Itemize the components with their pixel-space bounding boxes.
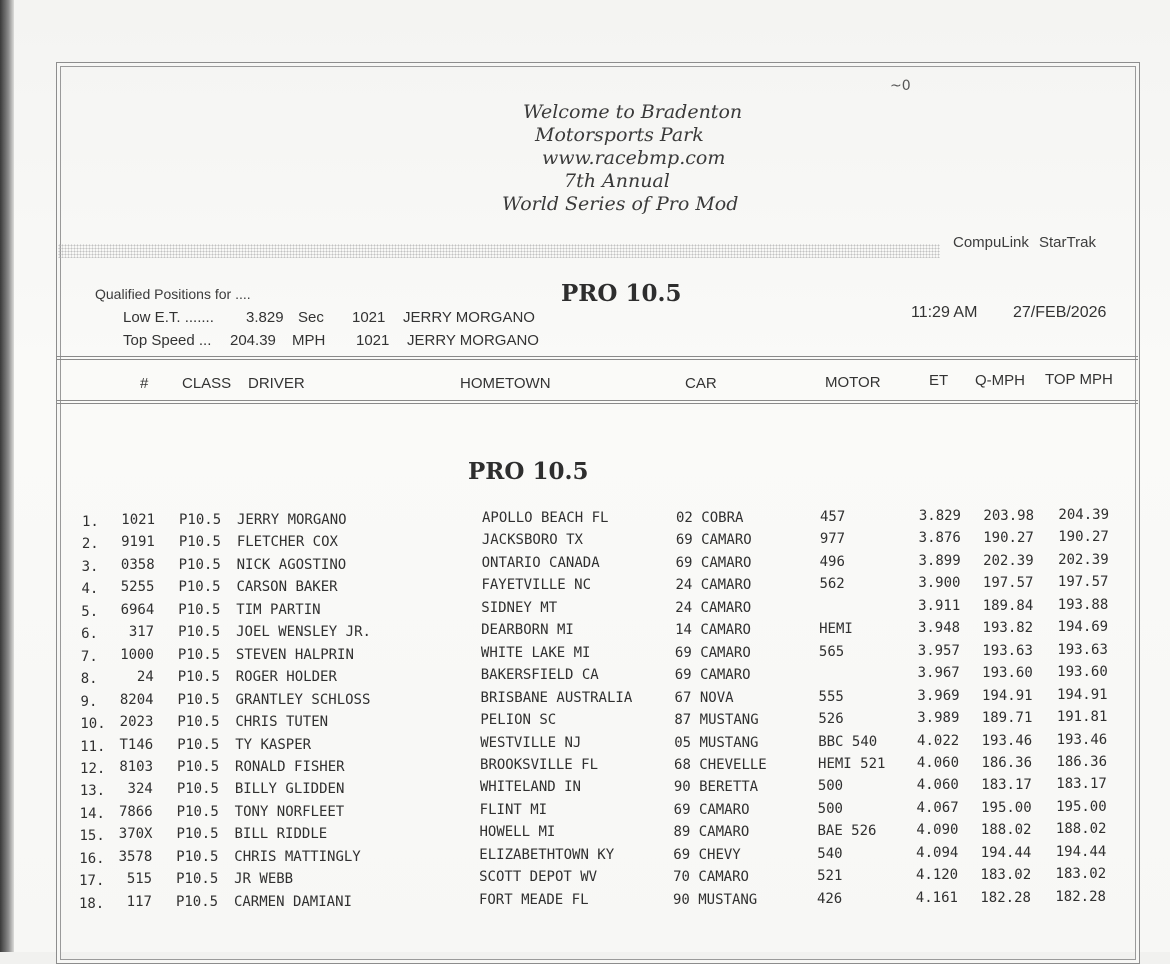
row-q-mph: 183.17: [981, 777, 1032, 794]
row-car-number: 9191: [121, 534, 155, 551]
row-position: 7.: [80, 648, 98, 665]
row-hometown: APOLLO BEACH FL: [482, 510, 609, 526]
row-motor: 500: [817, 778, 844, 795]
qualified-label: Qualified Positions for ....: [95, 286, 251, 302]
row-et: 3.967: [917, 665, 960, 682]
row-et: 4.161: [915, 889, 958, 906]
row-car-number: 1000: [120, 646, 154, 663]
welcome-line: Welcome to Bradenton: [523, 101, 743, 123]
row-top-mph: 183.17: [1056, 776, 1107, 793]
row-position: 8.: [80, 671, 98, 688]
row-q-mph: 193.60: [982, 665, 1033, 682]
row-q-mph: 189.84: [982, 597, 1034, 614]
row-motor: 521: [817, 868, 843, 885]
welcome-line: 7th Annual: [564, 170, 670, 192]
row-top-mph: 182.28: [1055, 888, 1106, 905]
stipple-divider: [58, 244, 940, 258]
row-position: 3.: [81, 558, 99, 575]
row-hometown: FLINT MI: [479, 801, 548, 818]
row-driver: STEVEN HALPRIN: [235, 646, 354, 663]
col-header-car: CAR: [685, 375, 717, 392]
row-q-mph: 194.44: [980, 844, 1032, 861]
row-top-mph: 197.57: [1057, 574, 1109, 591]
low-et-unit: Sec: [298, 309, 324, 326]
row-class: P10.5: [178, 556, 221, 573]
row-hometown: ONTARIO CANADA: [481, 554, 600, 571]
row-car: 89 CAMARO: [673, 824, 750, 841]
row-hometown: SCOTT DEPOT WV: [479, 869, 598, 886]
row-motor: 977: [819, 531, 846, 548]
class-title: PRO 10.5: [561, 280, 682, 307]
row-driver: RONALD FISHER: [235, 758, 345, 775]
row-position: 1.: [82, 514, 99, 530]
row-et: 3.911: [918, 597, 961, 614]
row-car-number: 7866: [118, 803, 153, 820]
brand-startrak: StarTrak: [1039, 234, 1096, 251]
row-et: 3.876: [918, 530, 961, 547]
row-hometown: JACKSBORO TX: [481, 532, 583, 549]
row-car: 69 CAMARO: [673, 801, 750, 818]
row-et: 3.899: [918, 552, 961, 569]
col-header-et: ET: [929, 372, 949, 389]
row-driver: CARMEN DAMIANI: [233, 893, 352, 910]
row-class: P10.5: [176, 826, 219, 843]
welcome-line: www.racebmp.com: [542, 147, 726, 169]
row-car-number: 0358: [120, 556, 155, 573]
row-car: 69 CAMARO: [675, 532, 752, 549]
row-hometown: WHITE LAKE MI: [480, 644, 591, 661]
row-motor: 526: [818, 711, 844, 728]
row-car: 69 CHEVY: [673, 846, 741, 863]
row-et: 4.090: [916, 822, 959, 839]
row-driver: CHRIS TUTEN: [235, 714, 329, 731]
row-car: 02 COBRA: [676, 510, 744, 526]
row-et: 3.900: [918, 575, 961, 592]
row-top-mph: 193.60: [1057, 664, 1108, 681]
row-hometown: WESTVILLE NJ: [480, 734, 582, 751]
row-et: 3.957: [917, 642, 960, 659]
row-motor: 457: [820, 509, 846, 525]
row-class: P10.5: [176, 803, 219, 820]
row-q-mph: 186.36: [981, 754, 1033, 771]
row-car: 24 CAMARO: [675, 577, 752, 594]
row-et: 3.948: [917, 620, 961, 637]
row-car-number: 117: [126, 893, 152, 910]
row-driver: NICK AGOSTINO: [236, 556, 347, 573]
row-hometown: BAKERSFIELD CA: [480, 667, 599, 684]
row-et: 4.022: [917, 732, 960, 749]
row-car: 69 CAMARO: [675, 554, 752, 571]
row-q-mph: 193.82: [982, 620, 1034, 637]
row-position: 11.: [80, 738, 106, 755]
col-header-top-mph: TOP MPH: [1045, 371, 1113, 388]
row-hometown: DEARBORN MI: [481, 622, 574, 639]
row-driver: TY KASPER: [235, 736, 312, 753]
row-car-number: 370X: [118, 826, 153, 843]
row-q-mph: 202.39: [983, 552, 1034, 569]
low-et-label: Low E.T. .......: [123, 309, 214, 326]
row-top-mph: 193.46: [1056, 731, 1108, 748]
row-driver: BILLY GLIDDEN: [234, 781, 345, 798]
row-top-mph: 186.36: [1056, 753, 1108, 770]
row-position: 10.: [80, 716, 106, 733]
row-et: 4.067: [916, 799, 959, 816]
low-et-value: 3.829: [246, 309, 284, 326]
row-class: P10.5: [176, 848, 219, 865]
header-rule-top: [56, 356, 1138, 360]
row-hometown: SIDNEY MT: [481, 599, 558, 616]
row-car-number: 6964: [120, 601, 155, 618]
col-header-motor: MOTOR: [825, 374, 881, 391]
row-class: P10.5: [178, 534, 221, 551]
row-et: 3.989: [917, 710, 960, 727]
row-q-mph: 193.46: [981, 732, 1033, 749]
row-motor: 555: [818, 688, 844, 705]
row-top-mph: 190.27: [1058, 529, 1109, 546]
row-et: 3.829: [918, 508, 961, 524]
row-motor: BAE 526: [817, 823, 877, 840]
row-driver: TONY NORFLEET: [234, 803, 345, 820]
row-motor: BBC 540: [818, 733, 878, 750]
row-q-mph: 189.71: [981, 710, 1033, 727]
row-car: 69 CAMARO: [674, 667, 751, 684]
row-class: P10.5: [176, 871, 219, 888]
row-car: 24 CAMARO: [675, 599, 752, 616]
row-motor: 500: [817, 800, 843, 817]
low-et-number: 1021: [352, 309, 386, 326]
col-header-class: CLASS: [182, 375, 232, 392]
row-q-mph: 182.28: [980, 889, 1031, 906]
row-position: 2.: [81, 536, 99, 553]
row-top-mph: 202.39: [1058, 551, 1109, 568]
welcome-block: [480, 101, 770, 216]
row-class: P10.5: [177, 758, 220, 775]
row-motor: 496: [819, 553, 845, 570]
row-car: 90 MUSTANG: [672, 891, 758, 908]
row-et: 4.120: [915, 867, 959, 884]
top-speed-driver: JERRY MORGANO: [407, 332, 539, 349]
row-car-number: 8103: [119, 758, 154, 775]
row-position: 14.: [79, 805, 105, 822]
row-position: 5.: [81, 603, 99, 620]
row-car-number: 324: [127, 781, 153, 798]
row-driver: FLETCHER COX: [236, 534, 338, 551]
row-q-mph: 188.02: [980, 822, 1032, 839]
table-row: [0, 888, 1170, 916]
row-class: P10.5: [177, 736, 220, 753]
row-et: 3.969: [917, 687, 960, 704]
report-time: 11:29 AM: [911, 304, 978, 321]
row-car: 67 NOVA: [674, 689, 734, 706]
top-speed-unit: MPH: [292, 332, 326, 349]
row-top-mph: 193.63: [1057, 641, 1108, 658]
row-driver: TIM PARTIN: [236, 601, 321, 618]
row-motor: 426: [816, 890, 843, 907]
row-hometown: WHITELAND IN: [479, 779, 581, 796]
row-q-mph: 197.57: [982, 575, 1034, 592]
report-date: 27/FEB/2026: [1013, 304, 1107, 321]
row-position: 4.: [81, 581, 99, 598]
row-position: 16.: [79, 850, 105, 867]
top-speed-number: 1021: [356, 332, 390, 349]
section-title: PRO 10.5: [468, 458, 589, 485]
row-motor: 562: [819, 576, 845, 593]
brand-compulink: CompuLink: [953, 234, 1029, 251]
col-header-hometown: HOMETOWN: [460, 375, 551, 392]
row-driver: BILL RIDDLE: [234, 826, 328, 843]
row-q-mph: 194.91: [981, 687, 1033, 704]
row-position: 6.: [81, 626, 98, 643]
row-q-mph: 183.02: [980, 867, 1032, 884]
row-car-number: 8204: [119, 691, 154, 708]
row-q-mph: 203.98: [983, 508, 1034, 524]
row-driver: JR WEBB: [234, 871, 294, 888]
row-motor: HEMI: [819, 621, 853, 638]
row-car-number: 24: [136, 669, 154, 686]
row-driver: GRANTLEY SCHLOSS: [235, 691, 371, 708]
row-class: P10.5: [179, 512, 222, 528]
row-et: 4.060: [916, 754, 960, 771]
row-top-mph: 183.02: [1055, 866, 1107, 883]
row-driver: CHRIS MATTINGLY: [234, 848, 361, 865]
row-top-mph: 191.81: [1056, 709, 1108, 726]
row-driver: ROGER HOLDER: [235, 669, 337, 686]
row-car-number: 3578: [118, 848, 153, 865]
col-header-driver: DRIVER: [248, 375, 305, 392]
row-class: P10.5: [177, 691, 220, 708]
corner-mark: ~0: [890, 78, 911, 94]
row-hometown: ELIZABETHTOWN KY: [479, 846, 615, 863]
row-car-number: 317: [128, 624, 155, 641]
row-position: 18.: [78, 895, 105, 912]
row-hometown: BRISBANE AUSTRALIA: [480, 689, 633, 706]
row-hometown: FAYETVILLE NC: [481, 577, 592, 594]
row-class: P10.5: [177, 646, 221, 663]
row-car-number: 5255: [120, 579, 155, 596]
row-top-mph: 195.00: [1056, 798, 1107, 815]
row-car-number: 1021: [121, 512, 155, 528]
low-et-driver: JERRY MORGANO: [403, 309, 535, 326]
row-top-mph: 188.02: [1055, 821, 1107, 838]
row-motor: HEMI 521: [818, 755, 886, 772]
row-class: P10.5: [177, 714, 220, 731]
row-driver: CARSON BAKER: [236, 579, 338, 596]
row-hometown: HOWELL MI: [479, 824, 556, 841]
header-rule-bottom: [56, 400, 1138, 404]
row-class: P10.5: [175, 893, 219, 910]
row-position: 15.: [79, 828, 105, 845]
row-car: 70 CAMARO: [673, 869, 749, 886]
row-top-mph: 194.91: [1056, 686, 1108, 703]
top-speed-value: 204.39: [230, 332, 276, 349]
row-car: 87 MUSTANG: [674, 712, 759, 729]
row-car: 69 CAMARO: [674, 644, 751, 661]
row-q-mph: 195.00: [981, 799, 1032, 816]
row-car: 90 BERETTA: [673, 779, 759, 796]
row-hometown: FORT MEADE FL: [478, 891, 589, 908]
row-car: 05 MUSTANG: [674, 734, 759, 751]
row-car-number: 515: [126, 871, 153, 888]
row-car: 14 CAMARO: [675, 622, 751, 639]
row-driver: JOEL WENSLEY JR.: [236, 624, 371, 641]
row-hometown: BROOKSVILLE FL: [480, 756, 599, 773]
welcome-line: Motorsports Park: [535, 124, 704, 146]
row-q-mph: 193.63: [982, 642, 1033, 659]
row-et: 4.060: [916, 777, 959, 794]
row-top-mph: 194.44: [1055, 843, 1107, 860]
top-speed-label: Top Speed ...: [123, 332, 212, 349]
row-class: P10.5: [178, 601, 221, 618]
row-class: P10.5: [177, 669, 220, 686]
col-header-qmph: Q-MPH: [975, 372, 1025, 389]
row-position: 9.: [80, 693, 98, 710]
row-top-mph: 204.39: [1058, 507, 1109, 523]
row-hometown: PELION SC: [480, 712, 557, 729]
row-car-number: T146: [119, 736, 154, 753]
row-motor: 565: [818, 643, 845, 660]
row-class: P10.5: [176, 781, 219, 798]
row-top-mph: 194.69: [1057, 619, 1109, 636]
row-position: 12.: [80, 760, 106, 777]
row-class: P10.5: [178, 579, 221, 596]
row-top-mph: 193.88: [1057, 596, 1109, 613]
row-position: 13.: [79, 783, 106, 800]
welcome-line: World Series of Pro Mod: [502, 193, 739, 215]
row-car-number: 2023: [119, 714, 154, 731]
row-driver: JERRY MORGANO: [237, 512, 347, 528]
row-motor: 540: [817, 845, 843, 862]
row-class: P10.5: [178, 624, 221, 641]
row-car: 68 CHEVELLE: [674, 756, 767, 773]
row-position: 17.: [79, 873, 105, 890]
row-et: 4.094: [916, 844, 959, 861]
row-q-mph: 190.27: [983, 530, 1034, 547]
col-header-num: #: [140, 375, 149, 392]
